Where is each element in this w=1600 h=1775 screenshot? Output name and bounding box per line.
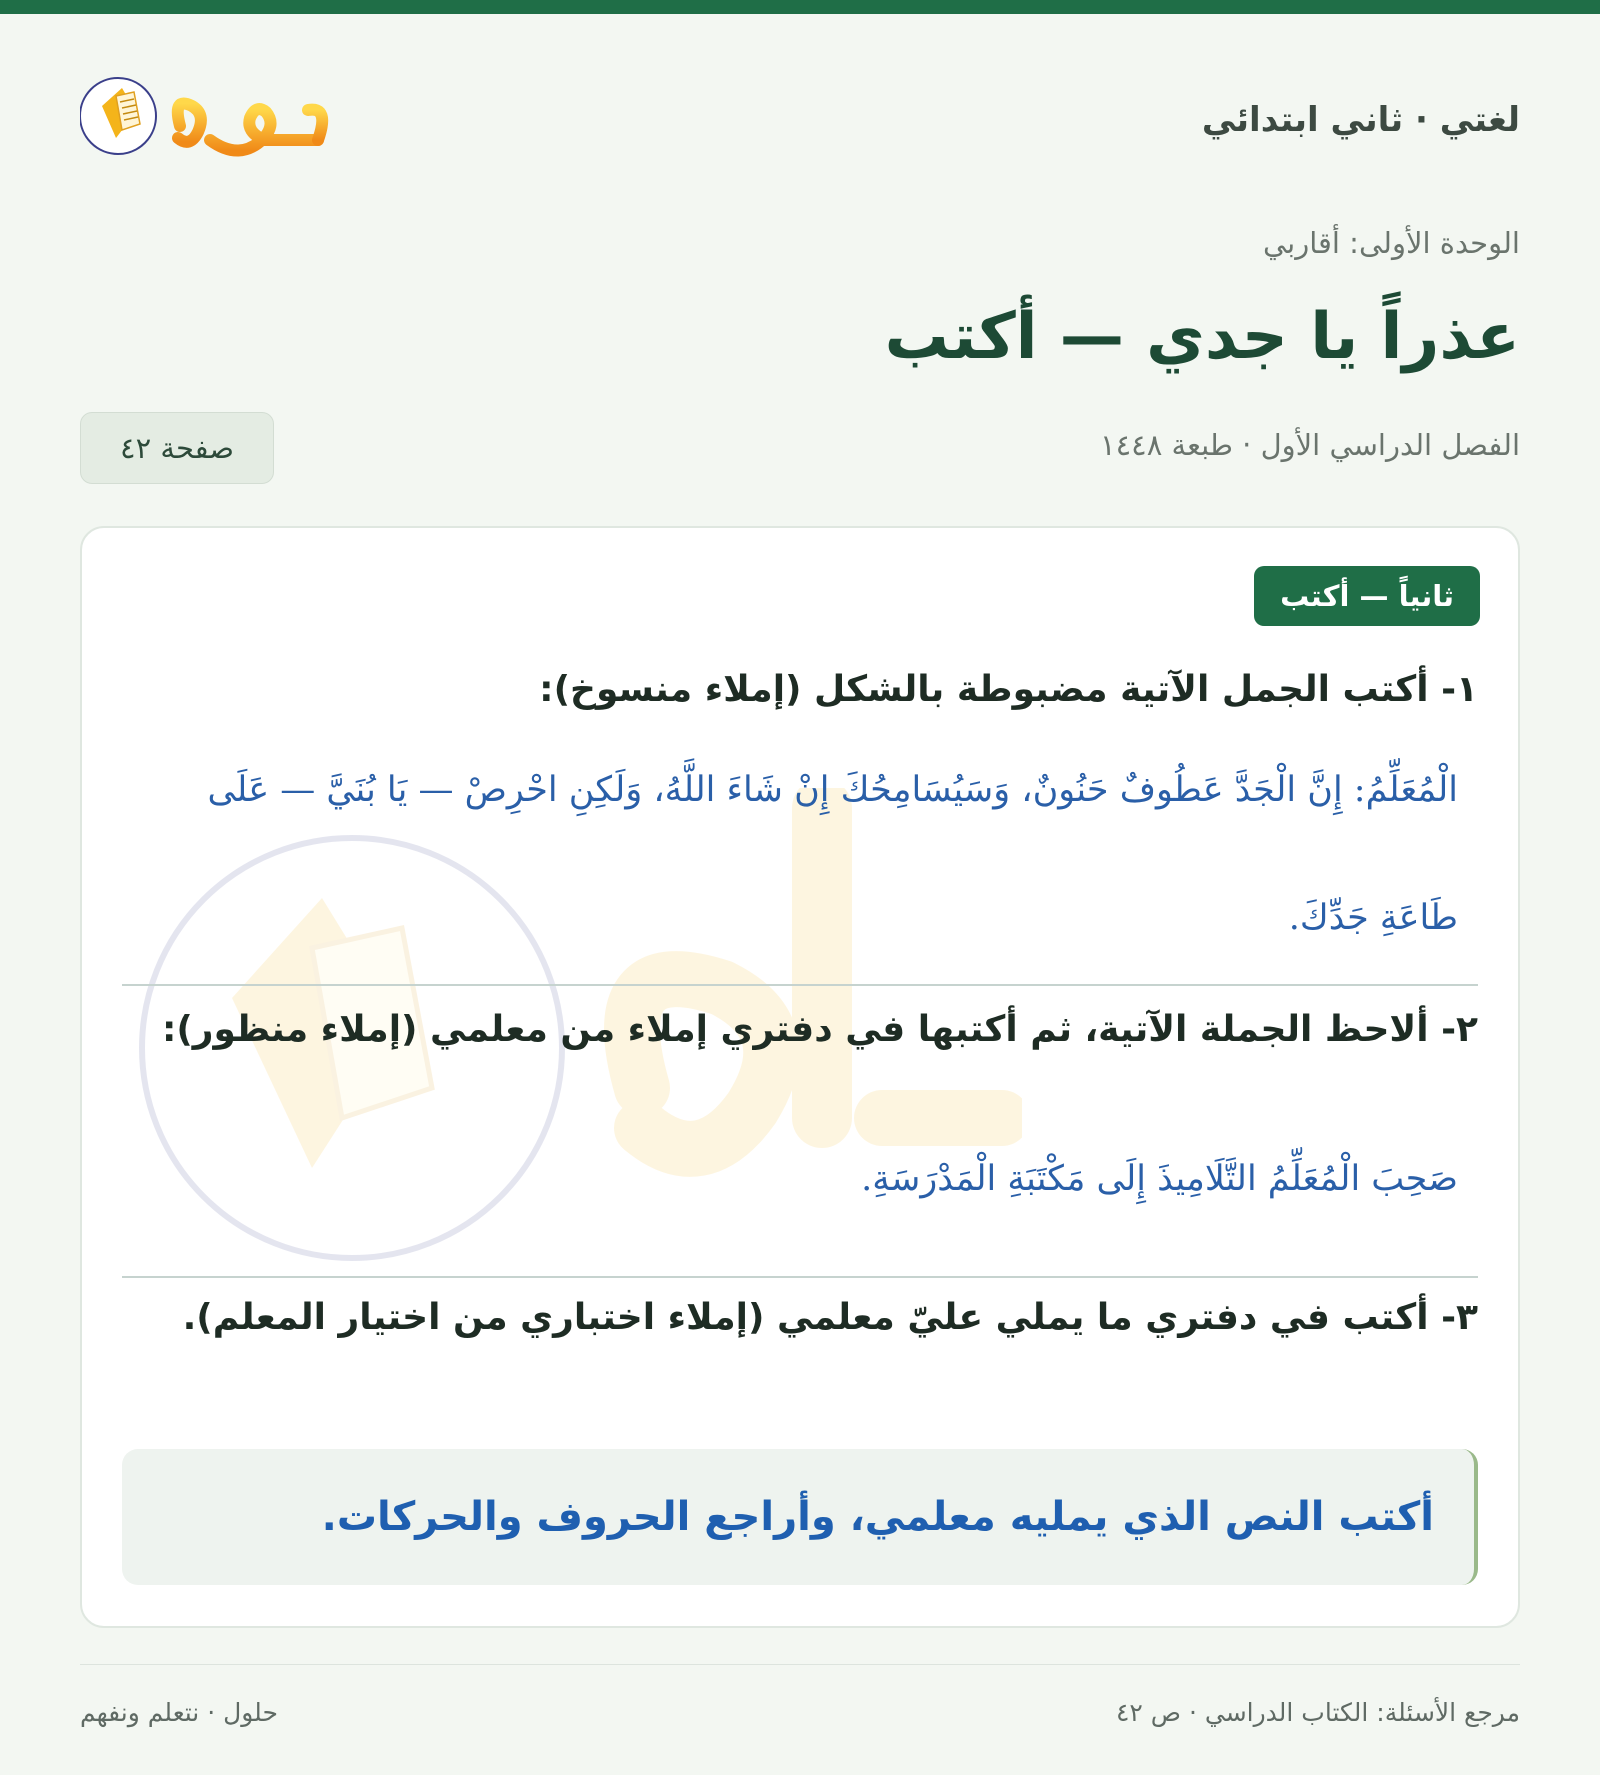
question-1: ١- أكتب الجمل الآتية مضبوطة بالشكل (إملاء منسوخ): (539, 669, 1478, 710)
divider (122, 1276, 1478, 1278)
page-title: عذراً يا جدي — أكتب (884, 300, 1520, 374)
footer-slogan: حلول · نتعلم ونفهم (80, 1698, 278, 1727)
semester-edition: الفصل الدراسي الأول · طبعة ١٤٤٨ (1100, 428, 1520, 462)
footer-reference: مرجع الأسئلة: الكتاب الدراسي · ص ٤٢ (1115, 1698, 1520, 1727)
answer-2: صَحِبَ الْمُعَلِّمُ التَّلَامِيذَ إِلَى مَكْتَبَةِ الْمَدْرَسَةِ. (861, 1159, 1458, 1199)
section-tag-write: ثانياً — أكتب (1254, 566, 1480, 626)
answer-1: الْمُعَلِّمُ: إِنَّ الْجَدَّ عَطُوفٌ حَنُونٌ، وَسَيُسَامِحُكَ إِنْ شَاءَ اللَّهُ، وَلَكِنِ احْرِصْ — يَا بُنَيَّ — عَلَى طَاعَةِ جَدِّكَ. (207, 770, 1458, 938)
course-label: لغتي · ثاني ابتدائي (1201, 100, 1520, 140)
logo-wordmark (80, 66, 360, 178)
instruction-note-text: أكتب النص الذي يمليه معلمي، وأراجع الحروف والحركات. (321, 1494, 1434, 1540)
unit-label: الوحدة الأولى: أقاربي (1262, 226, 1520, 260)
question-2: ٢- ألاحظ الجملة الآتية، ثم أكتبها في دفتري إملاء من معلمي (إملاء منظور): (161, 1009, 1478, 1050)
page-number-badge: صفحة ٤٢ (80, 412, 274, 484)
top-accent-bar (0, 0, 1600, 14)
instruction-note (122, 1449, 1478, 1585)
divider (122, 984, 1478, 986)
question-3: ٣- أكتب في دفتري ما يملي عليّ معلمي (إملاء اختباري من اختيار المعلم). (182, 1297, 1478, 1338)
brand-logo[interactable] (80, 66, 360, 178)
footer-divider (80, 1664, 1520, 1665)
